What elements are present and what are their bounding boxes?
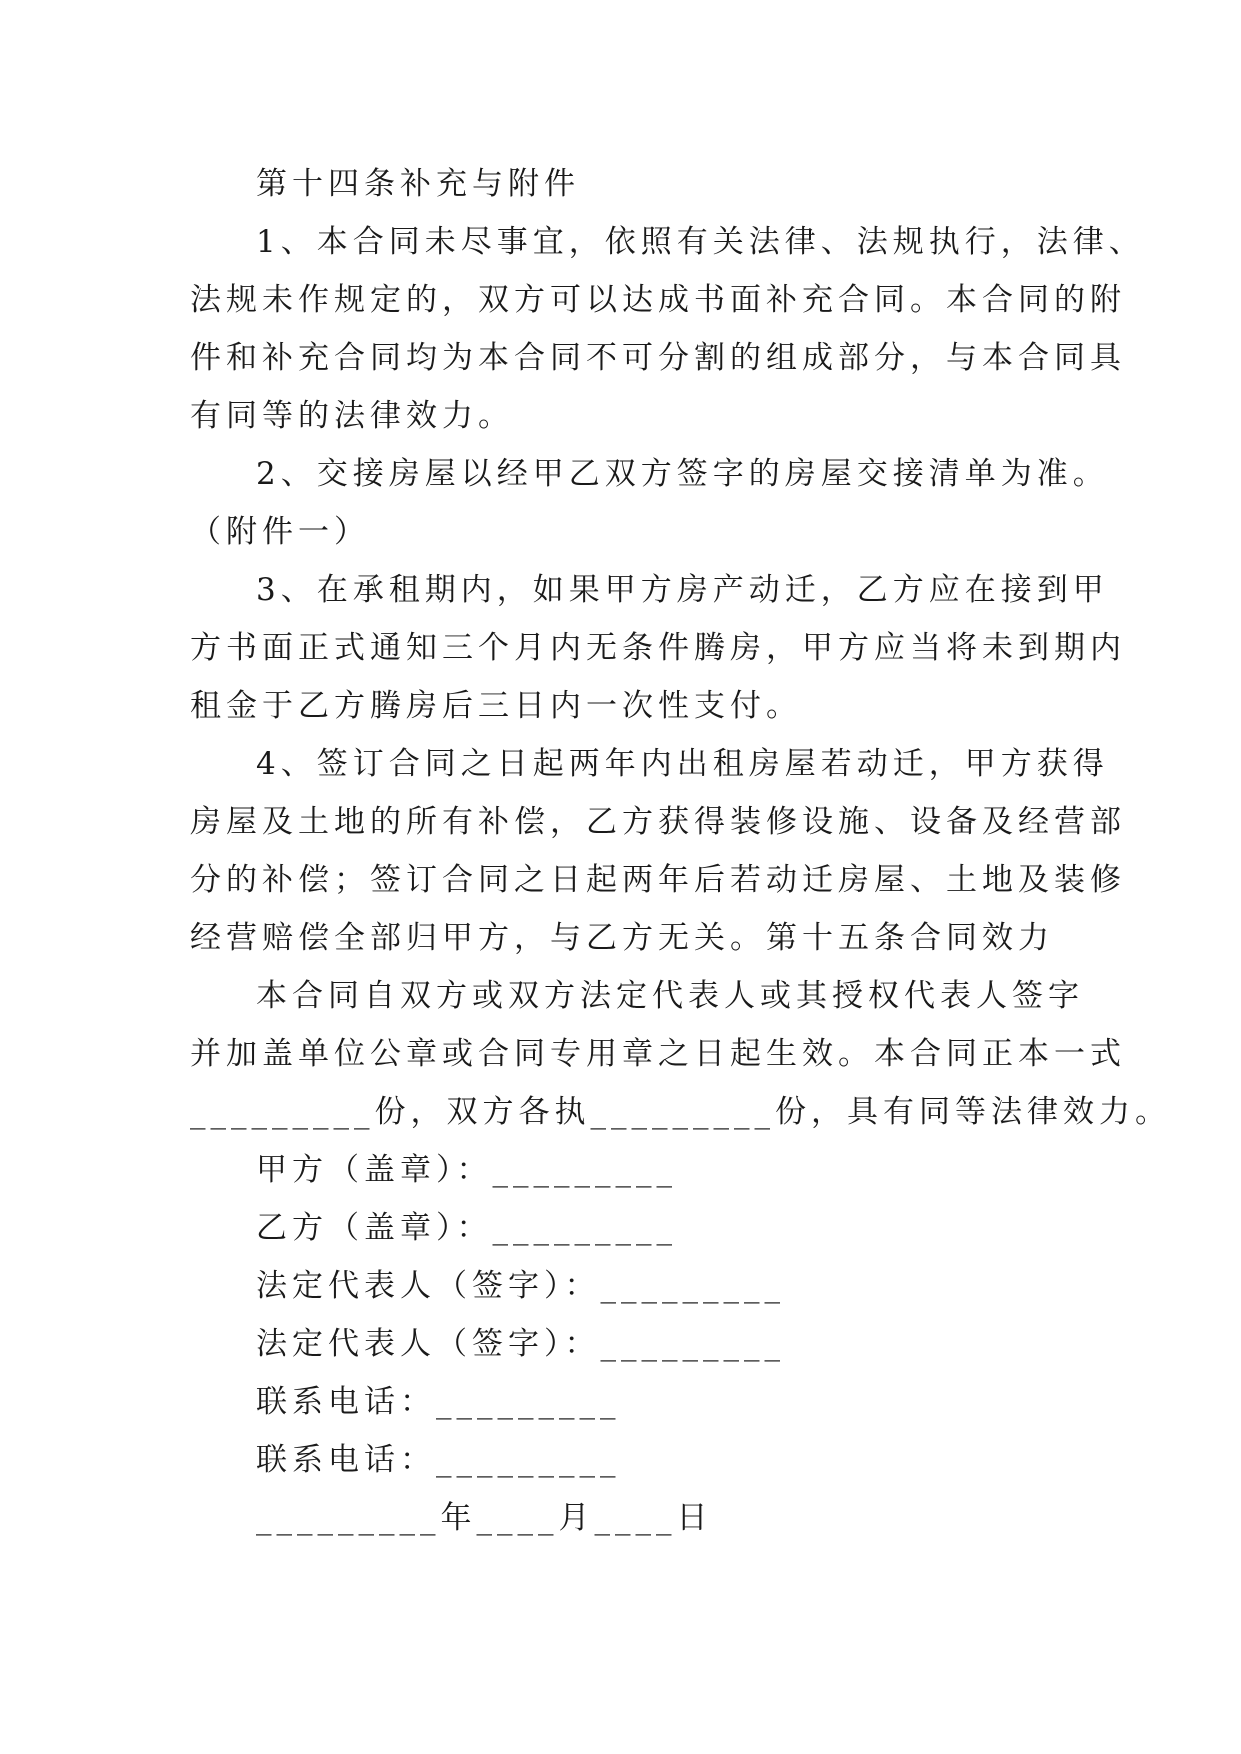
contact-phone-b: 联系电话：_________: [256, 1442, 621, 1478]
paragraph-line: 件和补充合同均为本合同不可分割的组成部分，与本合同具: [190, 340, 1126, 376]
paragraph-line: 方书面正式通知三个月内无条件腾房，甲方应当将未到期内: [190, 630, 1126, 666]
paragraph-line: 法规未作规定的，双方可以达成书面补充合同。本合同的附: [190, 282, 1126, 318]
paragraph-line: _________份，双方各执_________份，具有同等法律效力。: [190, 1094, 1171, 1130]
signature-party-b: 乙方（盖章）：_________: [256, 1210, 677, 1246]
paragraph-line: 并加盖单位公章或合同专用章之日起生效。本合同正本一式: [190, 1036, 1126, 1072]
paragraph-line: 租金于乙方腾房后三日内一次性支付。: [190, 688, 802, 724]
paragraph-line: 1、本合同未尽事宜，依照有关法律、法规执行，法律、: [256, 224, 1145, 260]
paragraph-line: 经营赔偿全部归甲方，与乙方无关。第十五条合同效力: [190, 920, 1054, 956]
paragraph-line: 本合同自双方或双方法定代表人或其授权代表人签字: [256, 978, 1084, 1014]
paragraph-line: 2、交接房屋以经甲乙双方签字的房屋交接清单为准。: [256, 456, 1109, 492]
paragraph-line: （附件一）: [190, 514, 370, 550]
paragraph-line: 分的补偿；签订合同之日起两年后若动迁房屋、土地及装修: [190, 862, 1126, 898]
paragraph-line: 4、签订合同之日起两年内出租房屋若动迁，甲方获得: [256, 746, 1109, 782]
signature-legal-rep-b: 法定代表人（签字）：_________: [256, 1326, 785, 1362]
section-heading-14: 第十四条补充与附件: [256, 166, 580, 202]
contact-phone-a: 联系电话：_________: [256, 1384, 621, 1420]
signature-party-a: 甲方（盖章）：_________: [256, 1152, 677, 1188]
paragraph-line: 3、在承租期内，如果甲方房产动迁，乙方应在接到甲: [256, 572, 1109, 608]
document-page: [190, 155, 1171, 1547]
signing-date: _________年____月____日: [256, 1500, 713, 1536]
paragraph-line: 房屋及土地的所有补偿，乙方获得装修设施、设备及经营部: [190, 804, 1126, 840]
signature-legal-rep-a: 法定代表人（签字）：_________: [256, 1268, 785, 1304]
paragraph-line: 有同等的法律效力。: [190, 398, 514, 434]
